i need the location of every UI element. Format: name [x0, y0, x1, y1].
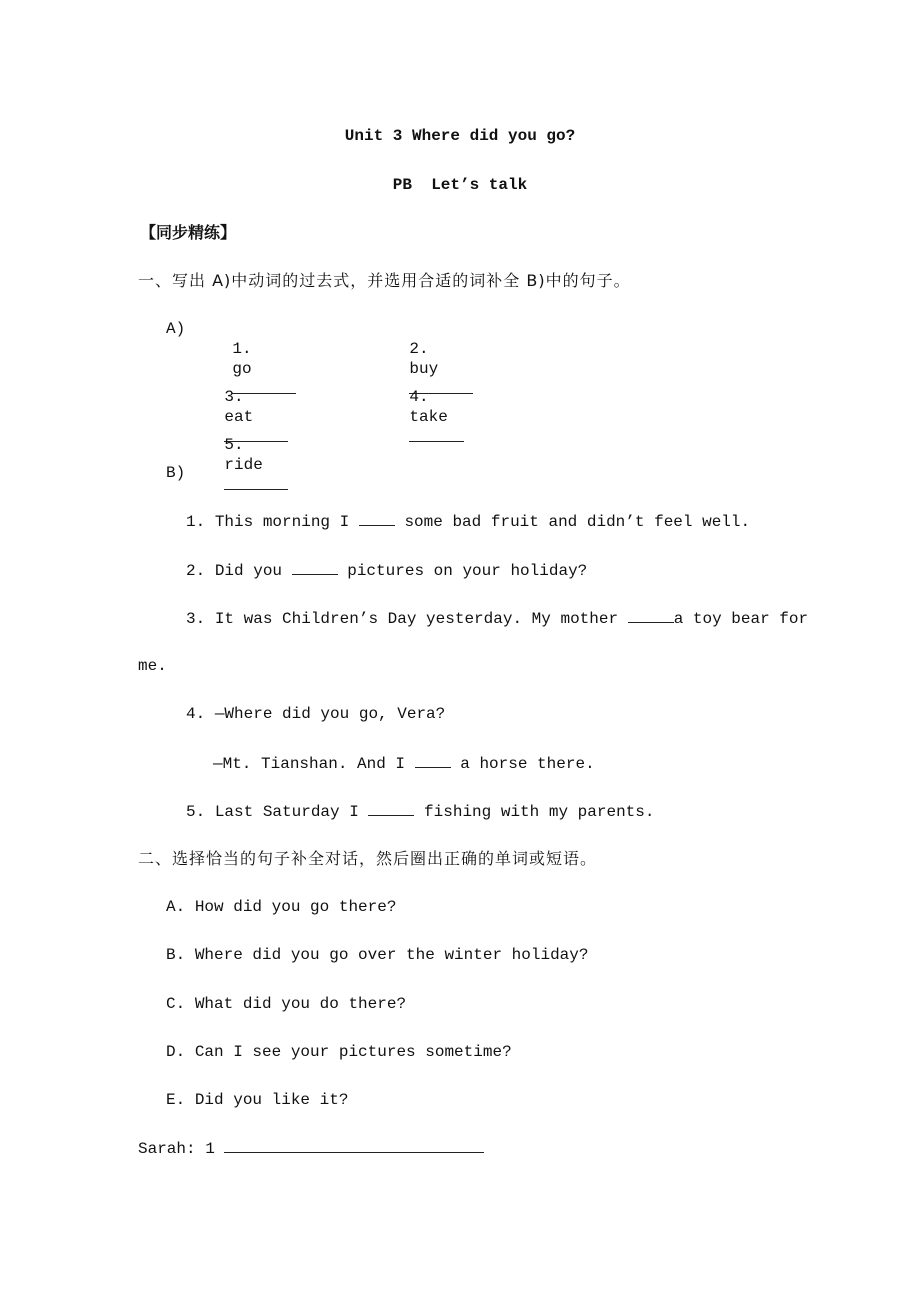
partA-item-2: [371, 319, 473, 378]
item-word: eat: [224, 408, 254, 426]
option-letter: C.: [166, 995, 186, 1013]
item-number: 3.: [224, 388, 244, 406]
partA-item-1: [194, 319, 296, 378]
sentence-start: This morning I: [214, 513, 359, 531]
partA-item-3: [186, 367, 288, 426]
page-subtitle: PB Let’s talk: [392, 176, 528, 194]
answer-blank[interactable]: [292, 560, 338, 575]
partA-label: A): [166, 320, 186, 338]
sentence-end: some bad fruit and didn’t feel well.: [394, 513, 751, 531]
option-letter: D.: [166, 1043, 186, 1061]
partB-item-1: [186, 511, 750, 531]
page-title: Unit 3 Where did you go?: [344, 127, 576, 145]
answer-blank[interactable]: [224, 475, 288, 490]
partB-item-3: [186, 608, 808, 628]
partB-item-3-continuation: me.: [138, 657, 167, 675]
option-letter: B.: [166, 946, 186, 964]
item-number: 1.: [186, 513, 206, 531]
sentence-end: a horse there.: [450, 755, 595, 773]
item-word: take: [409, 408, 448, 426]
answer-blank[interactable]: [368, 801, 414, 816]
item-number: 1.: [232, 340, 252, 358]
item-number: 5.: [224, 436, 244, 454]
section-tag: 【同步精练】: [140, 223, 237, 242]
answer-blank[interactable]: [415, 753, 451, 768]
speaker-name: Sarah:: [138, 1140, 196, 1158]
sentence-end: a toy bear for: [673, 610, 809, 628]
item-number: 2.: [409, 340, 429, 358]
dialogue-line-1: [138, 1138, 484, 1158]
item-number: 5.: [186, 803, 206, 821]
option-c: [166, 994, 406, 1014]
dialogue-question: —Where did you go, Vera?: [214, 705, 446, 723]
answer-blank[interactable]: [224, 1138, 484, 1153]
partB-item-4: [186, 704, 445, 724]
item-word: buy: [409, 360, 439, 378]
partB-item-2: [186, 560, 587, 580]
partB-label: B): [166, 464, 186, 482]
option-text: How did you go there?: [194, 898, 397, 916]
sentence-start: Last Saturday I: [214, 803, 369, 821]
option-text: Where did you go over the winter holiday?: [194, 946, 589, 964]
answer-blank[interactable]: [628, 608, 674, 623]
answer-blank[interactable]: [359, 511, 395, 526]
item-word: go: [232, 360, 252, 378]
item-number: 4.: [409, 388, 429, 406]
blank-number: 1: [205, 1140, 215, 1158]
option-text: Did you like it?: [194, 1091, 349, 1109]
item-number: 2.: [186, 562, 206, 580]
item-number: 4.: [186, 705, 206, 723]
option-e: [166, 1090, 348, 1110]
item-word: ride: [224, 456, 263, 474]
sentence-start: It was Children’s Day yesterday. My mother: [214, 610, 628, 628]
option-b: [166, 945, 588, 965]
option-letter: A.: [166, 898, 186, 916]
option-d: [166, 1042, 512, 1062]
partB-item-4-answer: [213, 753, 595, 773]
option-a: [166, 897, 396, 917]
part1-instruction: 一、写出 A)中动词的过去式，并选用合适的词补全 B)中的句子。: [138, 271, 631, 290]
part2-instruction: 二、选择恰当的句子补全对话，然后圈出正确的单词或短语。: [138, 849, 598, 868]
option-letter: E.: [166, 1091, 186, 1109]
sentence-end: fishing with my parents.: [414, 803, 655, 821]
answer-blank[interactable]: [409, 427, 464, 442]
sentence-start: —Mt. Tianshan. And I: [213, 755, 415, 773]
partA-item-4: [371, 367, 464, 426]
item-number: 3.: [186, 610, 206, 628]
partA-item-5: [186, 415, 288, 474]
sentence-end: pictures on your holiday?: [337, 562, 588, 580]
sentence-start: Did you: [214, 562, 292, 580]
partB-item-5: [186, 801, 654, 821]
option-text: Can I see your pictures sometime?: [194, 1043, 512, 1061]
option-text: What did you do there?: [194, 995, 407, 1013]
